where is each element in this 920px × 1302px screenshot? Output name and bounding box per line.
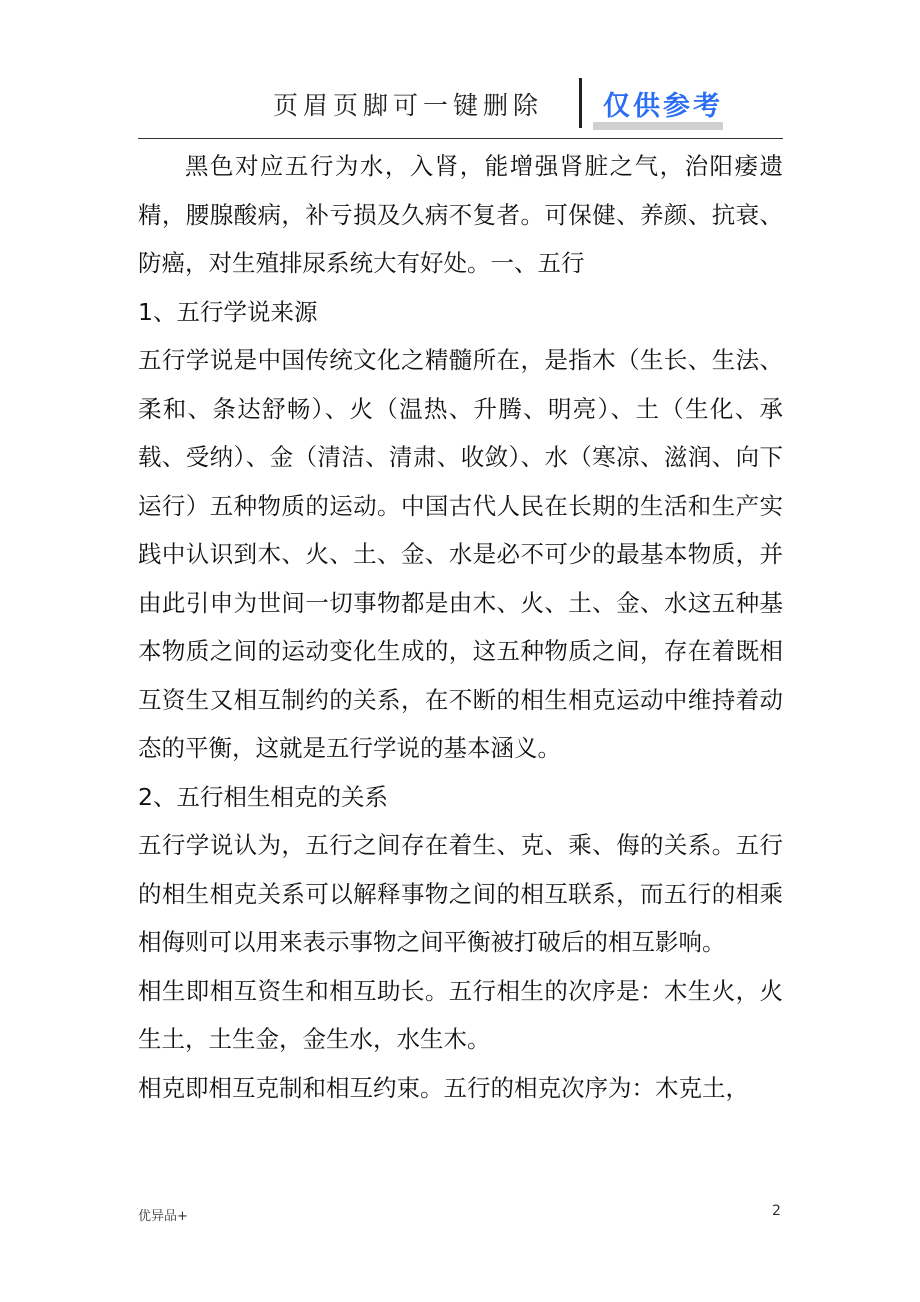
header-left-text: 页眉页脚可一键删除	[273, 91, 544, 120]
page-header	[138, 72, 783, 140]
header-rule	[138, 138, 783, 139]
footer-left-text: 优异品+	[138, 1209, 188, 1224]
section-heading-2: 2、五行相生相克的关系	[138, 782, 388, 811]
section-heading-1: 1、五行学说来源	[138, 297, 318, 326]
paragraph-origin: 五行学说是中国传统文化之精髓所在，是指木（生长、生法、柔和、条达舒畅）、火（温热、升腾、明亮）、土（生化、承载、受纳）、金（清洁、清肃、收敛）、水（寒凉、滋润、向下运行）五种物质的运动。中国古代人民在长期的生活和生产实践中认识到木、火、土、金、水是必不可少的最基本物质，并由此引申为世间一切事物都是由木、火、土、金、水这五种基本物质之间的运动变化生成的，这五种物质之间，存在着既相互资生又相互制约的关系，在不断的相生相克运动中维持着动态的平衡，这就是五行学说的基本涵义。	[138, 346, 783, 762]
header-right-text: 仅供参考	[603, 91, 723, 122]
page-number: 2	[772, 1203, 781, 1219]
header-divider	[579, 78, 582, 128]
header-highlight-bar	[593, 122, 723, 130]
document-body	[138, 142, 783, 1112]
paragraph-generating: 相生即相互资生和相互助长。五行相生的次序是：木生火，火生土，土生金，金生水，水生木。	[138, 976, 783, 1053]
paragraph-intro: 黑色对应五行为水，入肾，能增强肾脏之气，治阳痿遗精，腰腺酸病，补亏损及久病不复者。可保健、养颜、抗衰、防癌，对生殖排尿系统大有好处。一、五行	[138, 152, 783, 277]
paragraph-relations: 五行学说认为，五行之间存在着生、克、乘、侮的关系。五行的相生相克关系可以解释事物之间的相互联系，而五行的相乘相侮则可以用来表示事物之间平衡被打破后的相互影响。	[138, 831, 783, 956]
paragraph-restraining: 相克即相互克制和相互约束。五行的相克次序为：木克土，	[138, 1073, 749, 1102]
